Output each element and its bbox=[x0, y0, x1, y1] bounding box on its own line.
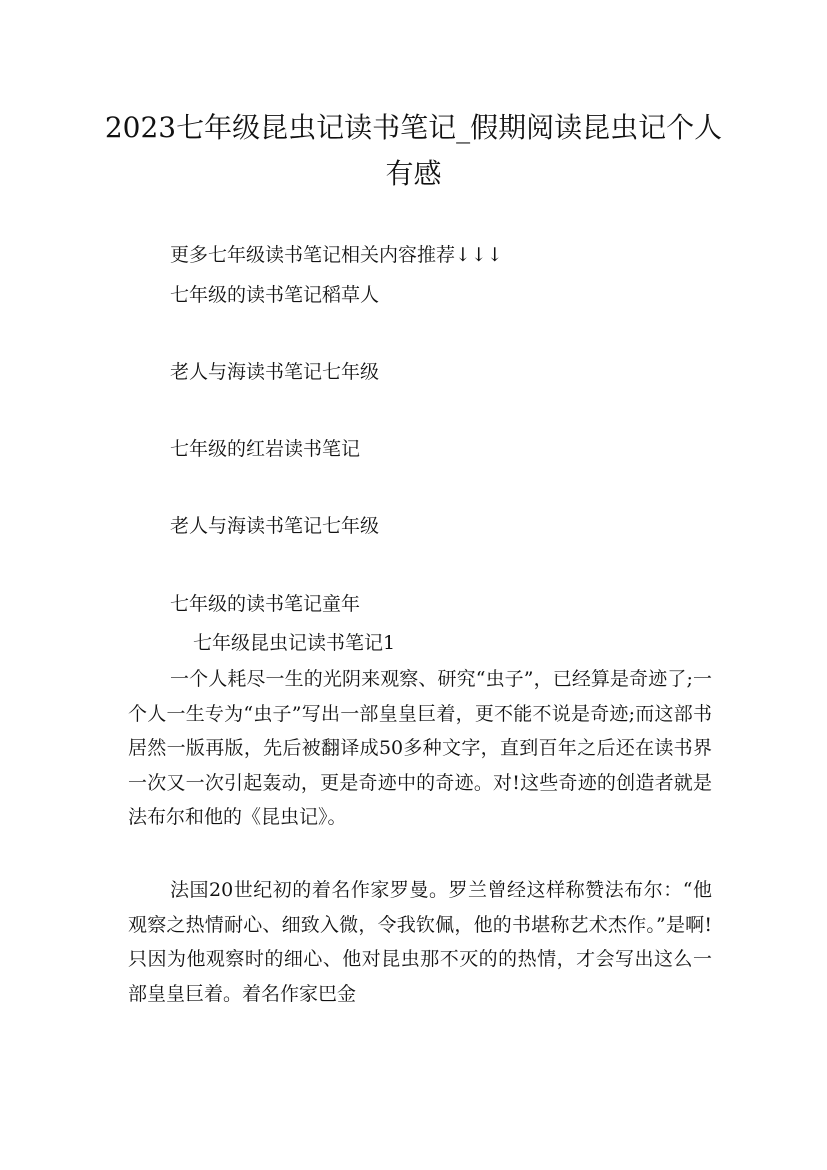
recommend-link[interactable]: 七年级的读书笔记童年 bbox=[170, 593, 361, 615]
recommend-link[interactable]: 七年级的读书笔记稻草人 bbox=[170, 284, 380, 306]
recommend-link[interactable]: 老人与海读书笔记七年级 bbox=[170, 361, 380, 383]
recommend-header: 更多七年级读书笔记相关内容推荐↓↓↓ bbox=[170, 244, 503, 266]
body-paragraph: 法国20世纪初的着名作家罗曼。罗兰曾经这样称赞法布尔：“他观察之热情耐心、细致入微，令我钦佩，他的书堪称艺术杰作。”是啊!只因为他观察时的细心、他对昆虫那不灭的的热情，才会写出这么一部皇皇巨着。着名作家巴金 bbox=[128, 879, 712, 1005]
recommend-link[interactable]: 七年级的红岩读书笔记 bbox=[170, 438, 361, 460]
body-paragraph: 一个人耗尽一生的光阴来观察、研究“虫子”，已经算是奇迹了;一个人一生专为“虫子”写出一部皇皇巨着，更不能不说是奇迹;而这部书居然一版再版，先后被翻译成50多种文字，直到百年之后还在读书界一次又一次引起轰动，更是奇迹中的奇迹。对!这些奇迹的创造者就是法布尔和他的《昆虫记》。 bbox=[128, 668, 712, 828]
recommend-link[interactable]: 老人与海读书笔记七年级 bbox=[170, 515, 380, 537]
section-heading: 七年级昆虫记读书笔记1 bbox=[193, 632, 396, 654]
document-title: 2023七年级昆虫记读书笔记_假期阅读昆虫记个人有感 bbox=[104, 111, 723, 190]
